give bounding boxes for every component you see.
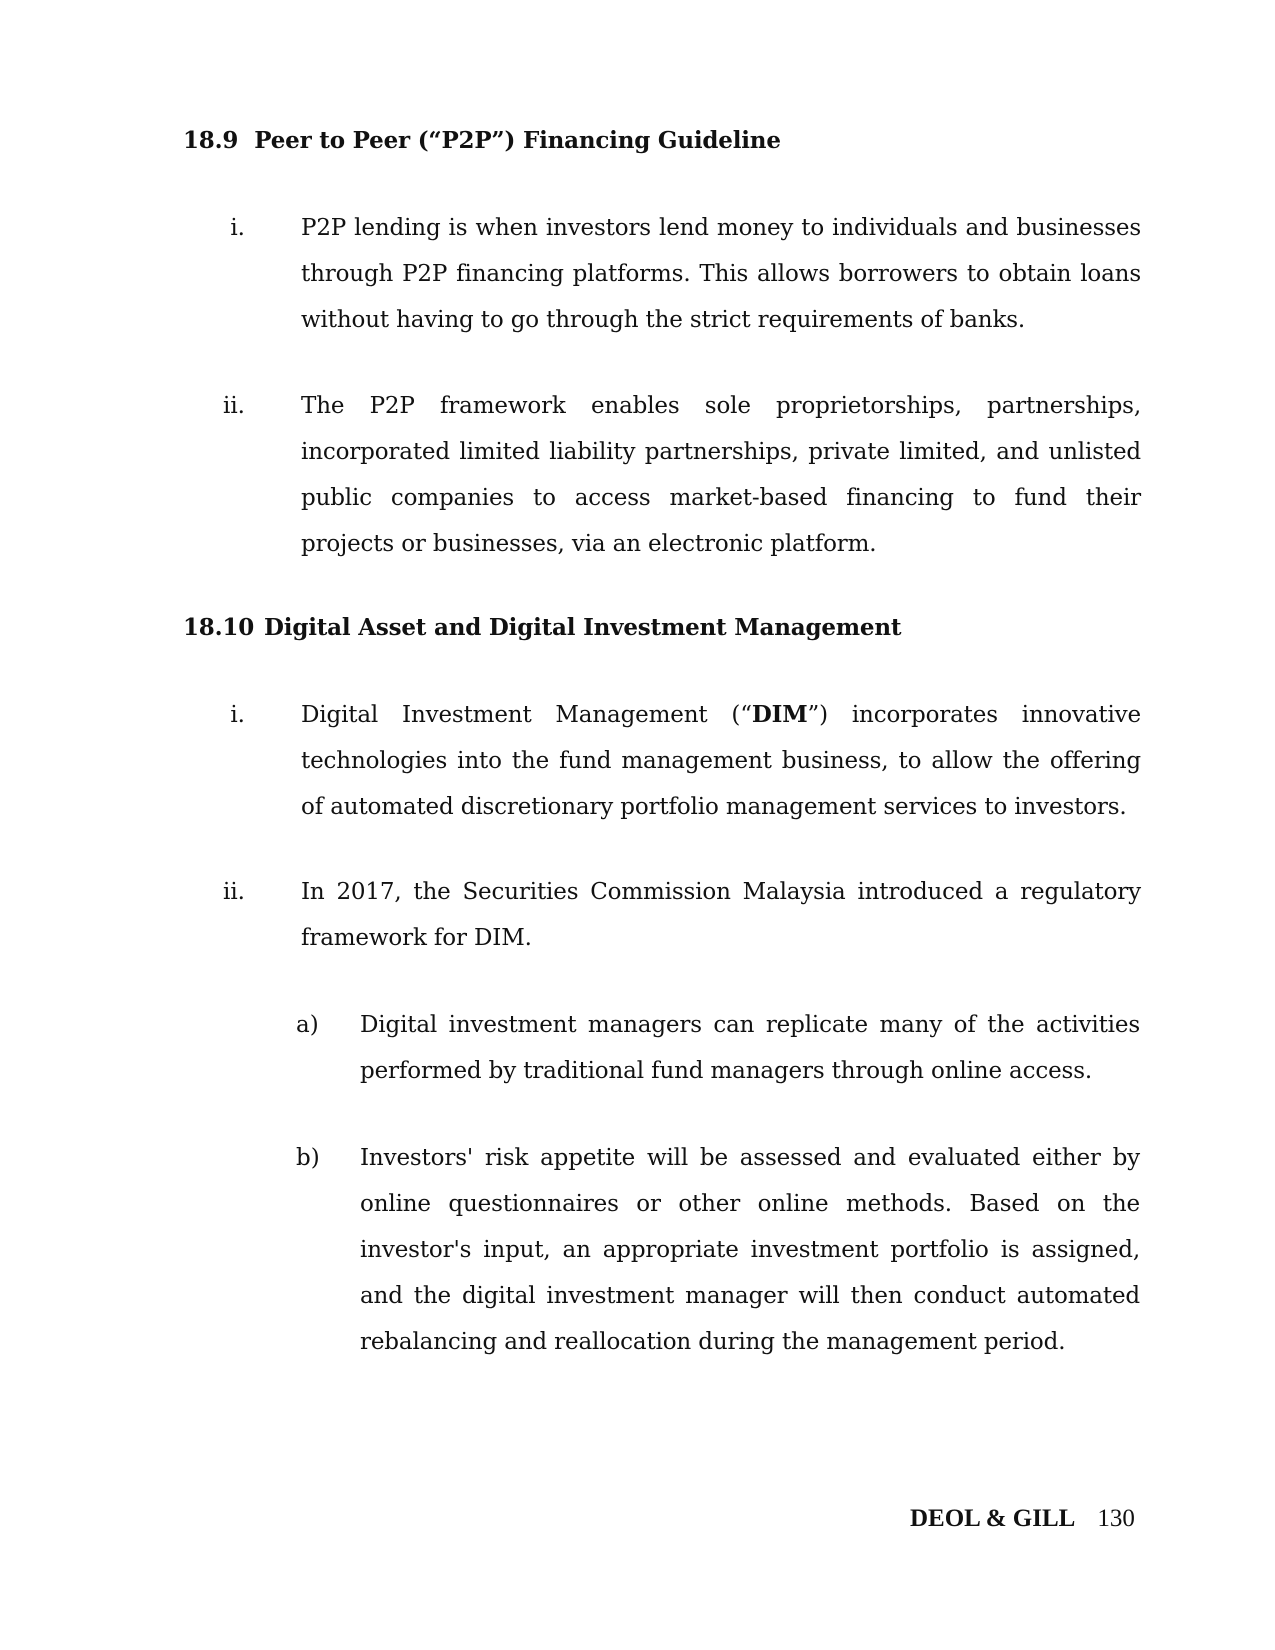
paragraph: The P2P framework enables sole proprietorships, partnerships, incorporated limited liability partnerships, private limited, and unlisted public companies to access market-based financing to fund their projects or businesses, via an electronic platform. xyxy=(301,393,1141,557)
paragraph xyxy=(301,692,1141,830)
list-marker: i. xyxy=(230,215,245,241)
section-title: Digital Asset and Digital Investment Management xyxy=(264,614,902,641)
firm-name: DEOL & GILL xyxy=(910,1505,1076,1532)
sub-list-marker: b) xyxy=(296,1145,320,1171)
page-footer xyxy=(910,1505,1135,1533)
list-marker: i. xyxy=(230,702,245,728)
section-number: 18.10 xyxy=(183,614,255,641)
paragraph: Digital investment managers can replicate many of the activities performed by traditional fund managers through online access. xyxy=(360,1012,1140,1084)
paragraph: P2P lending is when investors lend money to individuals and businesses through P2P financing platforms. This allows borrowers to obtain loans without having to go through the strict requirements of banks. xyxy=(301,215,1141,333)
paragraph-text: ”) incorporates innovative technologies into the fund management business, to allow the offering of automated discretionary portfolio management services to investors. xyxy=(301,702,1141,820)
list-marker: ii. xyxy=(222,879,245,905)
defined-term: DIM xyxy=(751,701,808,728)
section-heading-18-9 xyxy=(183,127,781,154)
page-number: 130 xyxy=(1097,1505,1135,1532)
paragraph-text: Digital Investment Management (“ xyxy=(301,702,752,728)
section-heading-18-10 xyxy=(183,614,901,641)
sub-list-marker: a) xyxy=(296,1012,319,1038)
section-title: Peer to Peer (“P2P”) Financing Guideline xyxy=(254,127,781,154)
section-number: 18.9 xyxy=(183,127,239,154)
paragraph: Investors' risk appetite will be assessed and evaluated either by online questionnaires or other online methods. Based on the investor's input, an appropriate investment portfolio is assigned, and the digital investment manager will then conduct automated rebalancing and reallocation during the management period. xyxy=(360,1145,1140,1355)
paragraph: In 2017, the Securities Commission Malaysia introduced a regulatory framework for DIM. xyxy=(301,879,1141,951)
list-marker: ii. xyxy=(222,393,245,419)
